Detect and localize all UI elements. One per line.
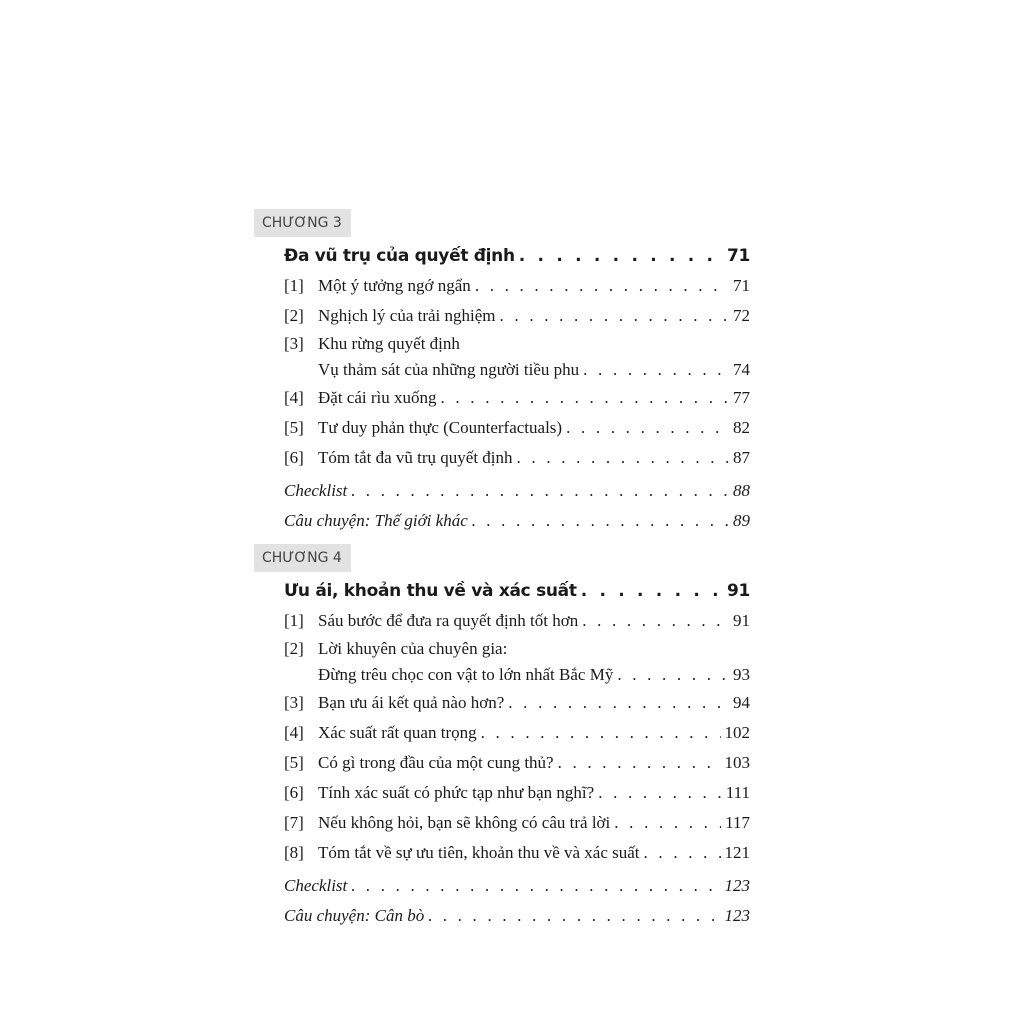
entry-title: Lời khuyên của chuyên gia:	[318, 639, 508, 658]
toc-extra-entry	[284, 901, 750, 931]
toc-entry	[284, 778, 750, 808]
entry-title: Một ý tưởng ngớ ngẩn	[318, 276, 471, 295]
entry-number: [7]	[284, 813, 304, 832]
dot-leader	[441, 383, 730, 413]
toc-entry	[284, 718, 750, 748]
page-number: 91	[733, 611, 750, 630]
entry-number: [2]	[284, 639, 304, 658]
entry-title: Sáu bước để đưa ra quyết định tốt hơn	[318, 611, 579, 630]
dot-leader	[351, 871, 720, 901]
page-number: 71	[726, 246, 750, 266]
toc-extra-entry	[284, 871, 750, 901]
entry-number: [2]	[284, 306, 304, 325]
toc-entry	[284, 606, 750, 636]
toc-entry	[284, 331, 750, 357]
entry-title: Nghịch lý của trải nghiệm	[318, 306, 496, 325]
page-number: 94	[733, 693, 750, 712]
dot-leader	[519, 241, 723, 271]
entry-title: Tóm tắt đa vũ trụ quyết định	[318, 448, 513, 467]
page-number: 117	[725, 813, 750, 832]
entry-title: Xác suất rất quan trọng	[318, 723, 477, 742]
page-number: 88	[733, 481, 750, 500]
entry-title: Câu chuyện: Thế giới khác	[284, 511, 468, 530]
toc-entry	[284, 688, 750, 718]
chapter-section	[254, 544, 754, 931]
toc-entry	[284, 413, 750, 443]
entry-title: Câu chuyện: Cân bò	[284, 906, 425, 925]
dot-leader	[475, 271, 729, 301]
chapter-section	[254, 209, 754, 536]
entry-title: Có gì trong đầu của một cung thủ?	[318, 753, 554, 772]
page-number: 77	[733, 388, 750, 407]
page-number: 123	[724, 876, 750, 895]
dot-leader	[558, 748, 721, 778]
toc-entry	[284, 808, 750, 838]
dot-leader	[581, 576, 723, 606]
page-number: 82	[733, 418, 750, 437]
entry-number: [6]	[284, 448, 304, 467]
entry-number: [4]	[284, 723, 304, 742]
toc-entry	[284, 748, 750, 778]
toc-entry	[284, 383, 750, 413]
entry-title: Checklist	[284, 481, 348, 500]
entry-subtitle: Vụ thảm sát của những người tiều phu	[318, 360, 580, 379]
page-number: 121	[724, 843, 750, 862]
entry-number: [3]	[284, 334, 304, 353]
entry-title: Tư duy phản thực (Counterfactuals)	[318, 418, 563, 437]
dot-leader	[500, 301, 729, 331]
toc-entry	[284, 443, 750, 473]
toc-entry	[284, 838, 750, 868]
page-number: 111	[725, 783, 750, 802]
dot-leader	[428, 901, 720, 931]
entry-number: [1]	[284, 276, 304, 295]
entry-title: Tóm tắt về sự ưu tiên, khoản thu về và xác suất	[318, 843, 640, 862]
entry-title: Tính xác suất có phức tạp như bạn nghĩ?	[318, 783, 595, 802]
dot-leader	[508, 688, 729, 718]
entry-title: Bạn ưu ái kết quả nào hơn?	[318, 693, 505, 712]
chapter-title: Ưu ái, khoản thu về và xác suất	[284, 581, 577, 601]
page-number: 72	[733, 306, 750, 325]
dot-leader	[598, 778, 722, 808]
entry-number: [3]	[284, 693, 304, 712]
page-number: 103	[724, 753, 750, 772]
entry-number: [5]	[284, 418, 304, 437]
page-number: 102	[724, 723, 750, 742]
toc-entry	[284, 301, 750, 331]
entry-title: Đặt cái rìu xuống	[318, 388, 437, 407]
page-number: 71	[733, 276, 750, 295]
page-number: 93	[733, 665, 750, 684]
page-number: 89	[733, 511, 750, 530]
table-of-contents	[254, 209, 754, 939]
entry-number: [4]	[284, 388, 304, 407]
toc-entry	[284, 271, 750, 301]
chapter-label: CHƯƠNG 3	[254, 209, 351, 237]
toc-entry	[284, 636, 750, 662]
entry-number: [5]	[284, 753, 304, 772]
page-number: 123	[724, 906, 750, 925]
dot-leader	[566, 413, 729, 443]
chapter-title-row	[284, 576, 750, 606]
chapter-title-row	[284, 241, 750, 271]
page-number: 87	[733, 448, 750, 467]
entry-title: Checklist	[284, 876, 348, 895]
entry-number: [1]	[284, 611, 304, 630]
dot-leader	[351, 476, 729, 506]
entry-number: [8]	[284, 843, 304, 862]
page-number: 74	[733, 360, 750, 379]
dot-leader	[472, 506, 729, 536]
dot-leader	[583, 357, 729, 383]
entry-number: [6]	[284, 783, 304, 802]
dot-leader	[582, 606, 729, 636]
chapter-title: Đa vũ trụ của quyết định	[284, 246, 515, 266]
dot-leader	[644, 838, 721, 868]
dot-leader	[517, 443, 729, 473]
dot-leader	[614, 808, 721, 838]
dot-leader	[617, 662, 729, 688]
entry-title: Nếu không hỏi, bạn sẽ không có câu trả lời	[318, 813, 611, 832]
toc-extra-entry	[284, 506, 750, 536]
chapter-label: CHƯƠNG 4	[254, 544, 351, 572]
toc-entry-continuation	[284, 662, 750, 688]
entry-subtitle: Đừng trêu chọc con vật to lớn nhất Bắc Mỹ	[318, 665, 614, 684]
page-number: 91	[726, 581, 750, 601]
entry-title: Khu rừng quyết định	[318, 334, 460, 353]
dot-leader	[481, 718, 721, 748]
toc-extra-entry	[284, 476, 750, 506]
toc-entry-continuation	[284, 357, 750, 383]
